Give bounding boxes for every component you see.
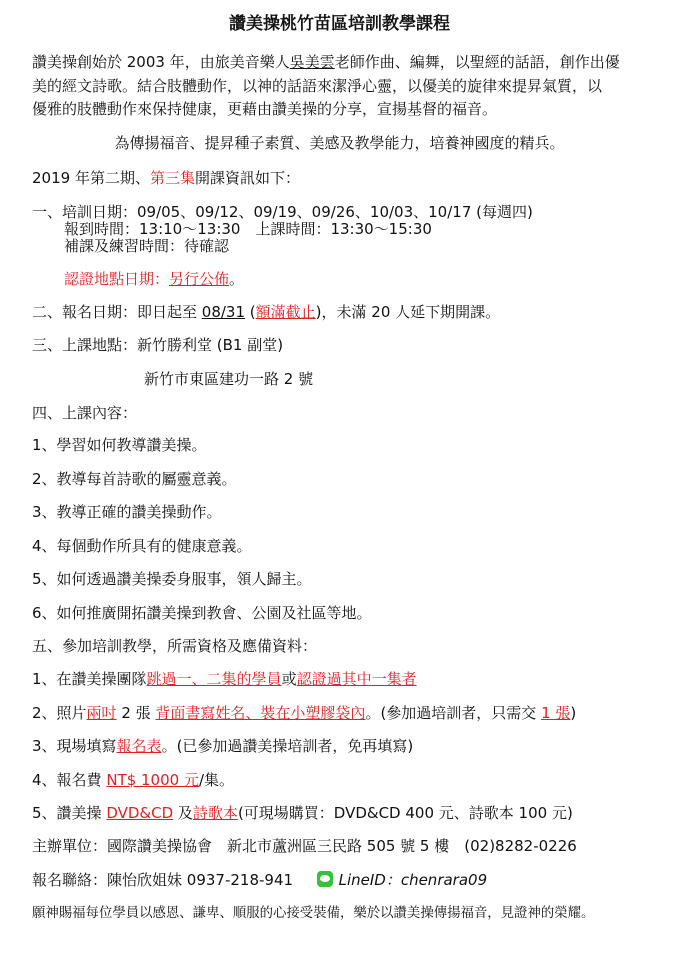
report-time: 報到時間：13:10～13:30 上課時間：13:30～15:30 [64, 220, 432, 238]
line-id: LineID：chenrara09 [338, 871, 488, 889]
list-item: 3、教導正確的讚美操動作。 [32, 503, 222, 521]
requirement-1: 1、在讚美操團隊跳過一、二集的學員或認證過其中一集者 [32, 670, 417, 688]
page-title: 讚美操桃竹苗區培訓教學課程 [229, 14, 450, 34]
list-item: 6、如何推廣開拓讚美操到教會、公園及社區等地。 [32, 604, 372, 622]
teacher-name: 吳美雲 [289, 53, 335, 71]
requirement-5: 5、讚美操 DVD&CD 及詩歌本(可現場購買：DVD&CD 400 元、詩歌本 100 元) [32, 804, 573, 822]
line-app-icon [317, 871, 333, 887]
training-dates: 一、培訓日期：09/05、09/12、09/19、09/26、10/03、10/17 (每週四) [32, 203, 533, 221]
list-item: 5、如何透過讚美操委身服事，領人歸主。 [32, 570, 312, 588]
contact-info: 報名聯絡：陳怡欣姐妹 0937-218-941 LineID：chenrara09 [32, 871, 488, 889]
requirement-3: 3、現場填寫報名表。(已參加過讚美操培訓者，免再填寫) [32, 737, 414, 755]
venue-address: 新竹市東區建功一路 2 號 [144, 370, 314, 388]
closing-blessing: 願神賜福每位學員以感恩、謙卑、順服的心接受裝備，樂於以讚美操傳揚福音，見證神的榮耀。 [32, 906, 595, 921]
registration-date: 二、報名日期：即日起至 08/31 (額滿截止)，未滿 20 人延下期開課。 [32, 303, 501, 321]
intro-line-1: 讚美操創始於 2003 年，由旅美音樂人吳美雲老師作曲、編舞，以聖經的話語，創作出優 [32, 53, 620, 71]
intro-line-2: 美的經文詩歌。結合肢體動作，以神的話語來潔淨心靈，以優美的旋律來提昇氣質，以 [32, 77, 603, 95]
cert-info: 認證地點日期：另行公佈。 [64, 270, 245, 288]
session-highlight: 第三集 [149, 169, 195, 187]
venue: 三、上課地點：新竹勝利堂 (B1 副堂) [32, 336, 284, 354]
organizer-info: 主辦單位：國際讚美操協會 新北市蘆洲區三民路 505 號 5 樓 (02)8282-0226 [32, 837, 577, 855]
requirements-heading: 五、參加培訓教學，所需資格及應備資料： [32, 637, 318, 655]
course-content-heading: 四、上課內容： [32, 404, 138, 422]
mission-statement: 為傳揚福音、提昇種子素質、美感及教學能力，培養神國度的精兵。 [114, 134, 565, 152]
makeup-time: 補課及練習時間：待確認 [64, 237, 230, 255]
requirement-2: 2、照片兩吋 2 張 背面書寫姓名、裝在小塑膠袋內。(參加過培訓者，只需交 1 張) [32, 704, 577, 722]
list-item: 1、學習如何教導讚美操。 [32, 436, 207, 454]
list-item: 2、教導每首詩歌的屬靈意義。 [32, 470, 237, 488]
requirement-4: 4、報名費 NT$ 1000 元/集。 [32, 771, 235, 789]
session-info: 2019 年第二期、第三集開課資訊如下： [32, 169, 300, 187]
intro-line-3: 優雅的肢體動作來保持健康，更藉由讚美操的分享，宣揚基督的福音。 [32, 100, 498, 118]
list-item: 4、每個動作所具有的健康意義。 [32, 537, 252, 555]
